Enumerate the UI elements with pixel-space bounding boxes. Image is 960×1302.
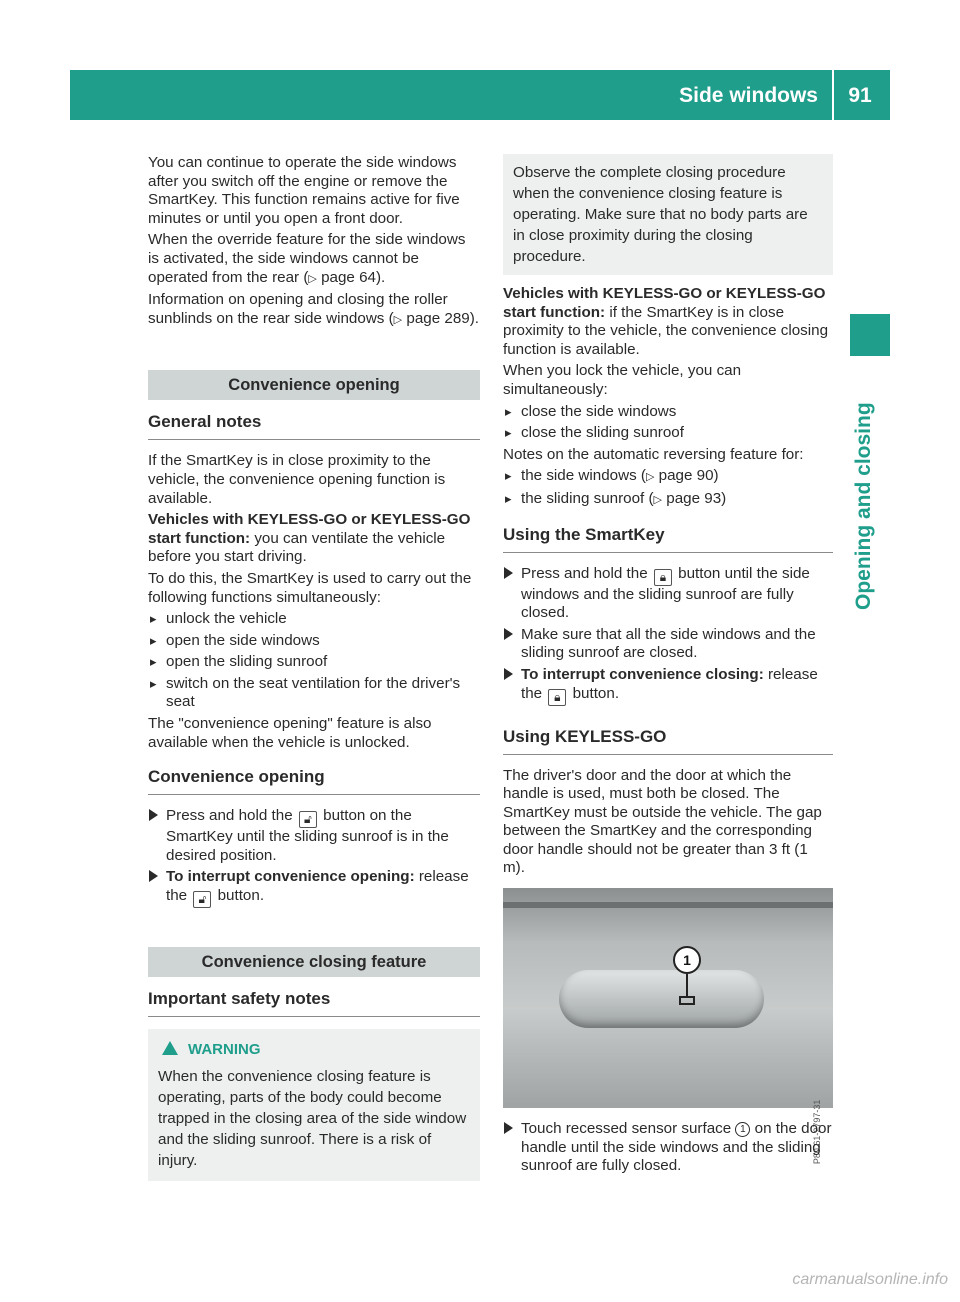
- page-ref-arrow-icon: ▷: [308, 272, 317, 285]
- photo-code: P80.61-2797-31: [812, 1100, 823, 1165]
- chapter-title: Opening and closing: [852, 402, 875, 610]
- warning-text: When the convenience closing feature is operating, parts of the body could become trapped in the closing area of the side window and the sliding sunroof. There is a risk of injury.: [158, 1068, 467, 1170]
- intro-paragraph-1: You can continue to operate the side windows after you switch off the engine or remove the SmartKey. This function remains active for five minutes or until you open a front door.: [148, 154, 460, 227]
- subheading-using-smartkey: Using the SmartKey: [503, 525, 833, 553]
- step-press-unlock: Press and hold the 🔓︎ button on the SmartKey until the sliding sunroof is in the desired position.: [148, 807, 480, 865]
- step-arrow-icon: [504, 1122, 513, 1134]
- keyless-p1: The driver's door and the door at which the handle is used, must both be closed. The SmartKey must be outside the vehicle. The gap between the SmartKey and the corresponding door handle should not be greater than 3 ft (1 m).: [503, 766, 822, 877]
- intro-paragraph-2: When the override feature for the side windows is activated, the side windows cannot be operated from the rear (▷ page 64).: [148, 231, 466, 286]
- right-column: [503, 154, 833, 1179]
- watermark: carmanualsonline.info: [792, 1271, 948, 1289]
- subheading-safety-notes: Important safety notes: [148, 989, 480, 1017]
- step-interrupt-opening: To interrupt convenience opening: release the 🔓︎ button.: [148, 868, 480, 908]
- page-ref-arrow-icon: ▷: [645, 471, 655, 484]
- page-ref-arrow-icon: ▷: [653, 493, 663, 506]
- header-separator: [832, 70, 834, 120]
- list-item: ▸ switch on the seat ventilation for the driver's seat: [148, 675, 480, 712]
- list-item: ▸ the side windows (▷ page 90): [503, 467, 833, 487]
- intro-paragraph-3: Information on opening and closing the roller sunblinds on the rear side windows (▷ page 289).: [148, 291, 480, 327]
- subheading-using-keyless-go: Using KEYLESS-GO: [503, 727, 833, 755]
- general-notes-p2: Vehicles with KEYLESS-GO or KEYLESS-GO start function: you can ventilate the vehicle before you start driving.: [148, 511, 471, 566]
- callout-ref: 1: [735, 1122, 750, 1137]
- unlock-key-icon: 🔓︎: [193, 891, 211, 908]
- unlock-key-icon: 🔓︎: [299, 811, 317, 828]
- closing-p2: When you lock the vehicle, you can simultaneously:: [503, 362, 742, 398]
- callout-line: [686, 974, 688, 998]
- page-link[interactable]: page 64: [321, 268, 376, 286]
- header-title: Side windows: [679, 84, 818, 107]
- page-link[interactable]: page 93: [666, 489, 722, 507]
- page-ref-arrow-icon: ▷: [393, 313, 403, 326]
- general-notes-p3: To do this, the SmartKey is used to carry out the following functions simultaneously:: [148, 569, 472, 606]
- page-number: 91: [848, 84, 872, 107]
- step-arrow-icon: [504, 668, 513, 680]
- chapter-tab: [850, 314, 890, 356]
- callout-1: 1: [673, 946, 701, 974]
- step-arrow-icon: [504, 628, 513, 640]
- lock-key-icon: 🔒︎: [654, 569, 672, 586]
- general-notes-p1: If the SmartKey is in close proximity to the vehicle, the convenience opening function is available.: [148, 452, 446, 507]
- list-item: ▸ open the side windows: [148, 632, 480, 651]
- step-check-closed: Make sure that all the side windows and the sliding sunroof are closed.: [503, 626, 833, 663]
- page-header: [70, 70, 890, 120]
- list-item: ▸ the sliding sunroof (▷ page 93): [503, 490, 833, 510]
- subheading-general-notes: General notes: [148, 412, 480, 440]
- lock-key-icon: 🔒︎: [548, 689, 566, 706]
- list-item: ▸ open the sliding sunroof: [148, 653, 480, 672]
- list-item: ▸ unlock the vehicle: [148, 610, 480, 629]
- step-touch-sensor: Touch recessed sensor surface 1 on the door handle until the side windows and the sliding sunroof are fully closed.: [503, 1120, 833, 1176]
- closing-p3: Notes on the automatic reversing feature for:: [503, 445, 804, 463]
- step-arrow-icon: [149, 870, 158, 882]
- step-arrow-icon: [149, 809, 158, 821]
- section-band-convenience-closing: Convenience closing feature: [148, 947, 480, 977]
- sensor-surface: [679, 996, 695, 1005]
- general-notes-p4: The "convenience opening" feature is also available when the vehicle is unlocked.: [148, 715, 432, 751]
- door-edge: [503, 902, 833, 908]
- subheading-convenience-opening: Convenience opening: [148, 767, 480, 795]
- warning-box: [148, 1029, 480, 1181]
- list-item: ▸ close the sliding sunroof: [503, 424, 833, 443]
- page-link[interactable]: page 90: [658, 467, 714, 485]
- page-link[interactable]: page 289: [406, 309, 470, 327]
- step-press-lock: Press and hold the 🔒︎ button until the side windows and the sliding sunroof are fully closed.: [503, 565, 833, 623]
- step-arrow-icon: [504, 567, 513, 579]
- warning-title: WARNING: [188, 1041, 261, 1059]
- closing-p1: Vehicles with KEYLESS-GO or KEYLESS-GO start function: if the SmartKey is in close proximity to the vehicle, the convenience closing function is available.: [503, 285, 829, 358]
- list-item: ▸ close the side windows: [503, 403, 833, 422]
- door-handle: [559, 970, 764, 1028]
- warning-continuation-box: Observe the complete closing procedure when the convenience closing feature is operating. Make sure that no body parts are in close proximity during the closing procedure.: [503, 154, 833, 275]
- section-band-convenience-opening: Convenience opening: [148, 370, 480, 400]
- warning-triangle-icon: [162, 1041, 178, 1055]
- left-column: [148, 154, 480, 1181]
- step-interrupt-closing: To interrupt convenience closing: release the 🔒︎ button.: [503, 666, 833, 706]
